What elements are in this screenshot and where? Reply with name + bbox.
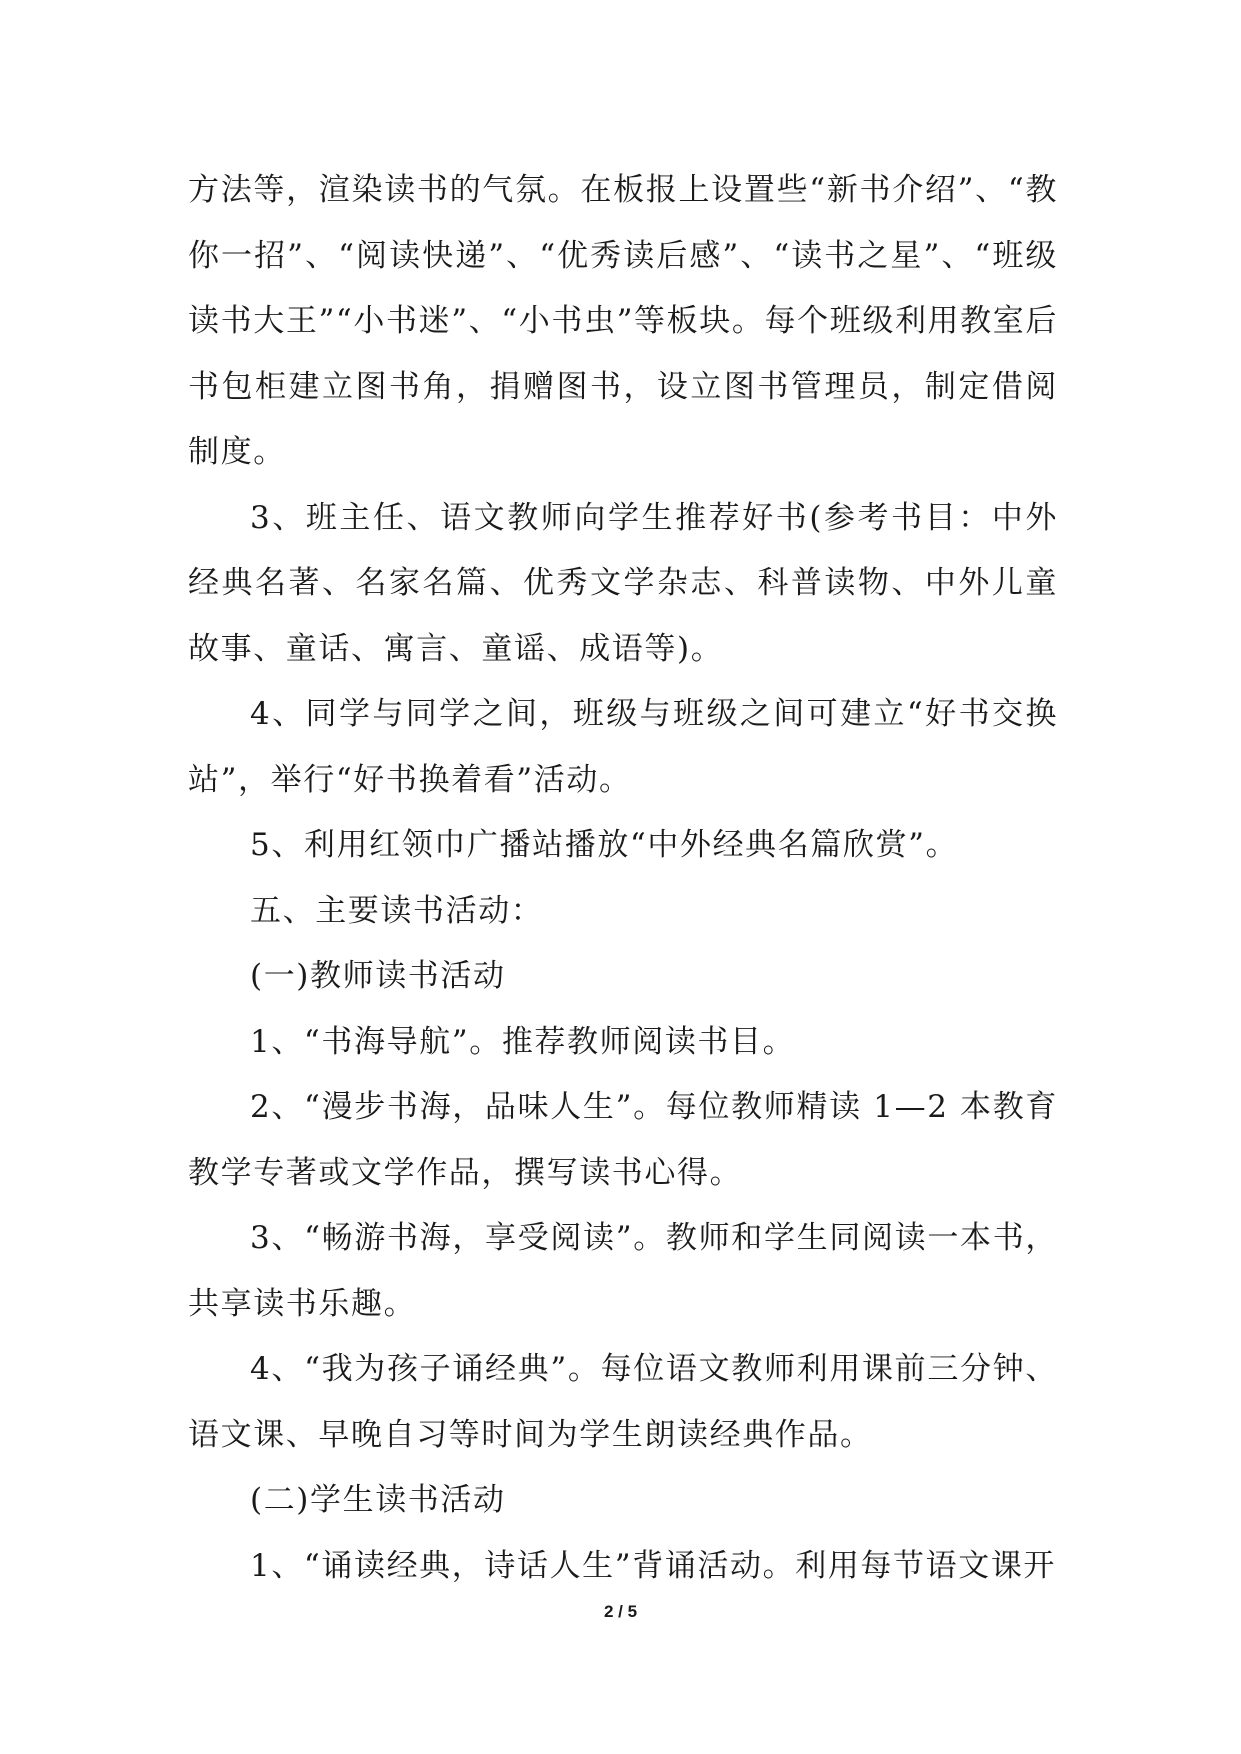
subsection-heading-teachers: (一)教师读书活动 <box>250 958 506 994</box>
document-body <box>188 158 1058 1599</box>
subsection-heading-students: (二)学生读书活动 <box>250 1482 506 1518</box>
paragraph-item-4: 4、同学与同学之间，班级与班级之间可建立“好书交换站”，举行“好书换着看”活动。 <box>188 696 1058 798</box>
teacher-activity-3: 3、“畅游书海，享受阅读”。教师和学生同阅读一本书，共享读书乐趣。 <box>188 1220 1058 1322</box>
teacher-activity-2: 2、“漫步书海，品味人生”。每位教师精读 1—2 本教育教学专著或文学作品，撰写读书心得。 <box>188 1089 1058 1191</box>
student-activity-1: 1、“诵读经典，诗话人生”背诵活动。利用每节语文课开 <box>250 1547 1057 1584</box>
paragraph-continuation: 方法等，渲染读书的气氛。在板报上设置些“新书介绍”、“教你一招”、“阅读快递”、“优秀读后感”、“读书之星”、“班级读书大王”“小书迷”、“小书虫”等板块。每个班级利用教室后书包柜建立图书角，捐赠图书，设立图书管理员，制定借阅制度。 <box>188 172 1058 470</box>
paragraph-item-3: 3、班主任、语文教师向学生推荐好书(参考书目：中外经典名著、名家名篇、优秀文学杂志、科普读物、中外儿童故事、童话、寓言、童谣、成语等)。 <box>188 499 1058 667</box>
section-heading-activities: 五、主要读书活动： <box>250 892 544 929</box>
page-number: 2 / 5 <box>603 1602 638 1621</box>
teacher-activity-1: 1、“书海导航”。推荐教师阅读书目。 <box>250 1023 796 1060</box>
paragraph-item-5: 5、利用红领巾广播站播放“中外经典名篇欣赏”。 <box>250 827 959 863</box>
teacher-activity-4: 4、“我为孩子诵经典”。每位语文教师利用课前三分钟、语文课、早晚自习等时间为学生朗读经典作品。 <box>188 1351 1058 1453</box>
